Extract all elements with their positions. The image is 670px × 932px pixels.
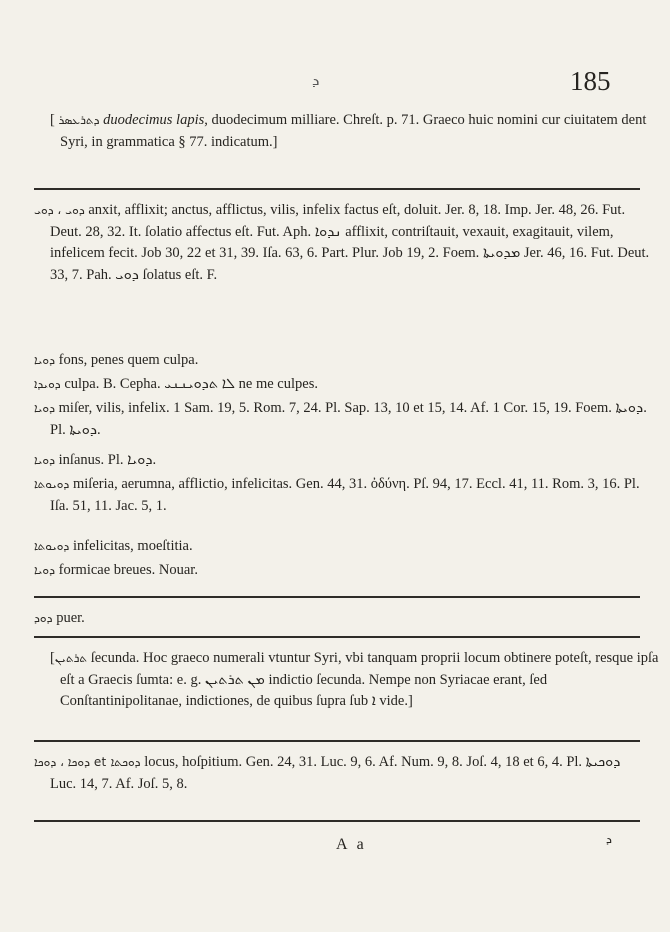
entry-miseria [34, 474, 650, 517]
entry-anxit [34, 200, 650, 286]
syriac-word: ܕܬܪܥܣܪ [58, 113, 100, 127]
entry-insanus [34, 450, 650, 472]
note-text: ſecunda. Hoc graeco numerali vtuntur Syri, vbi tanquam proprii locum obtinere poteſt, resque ipſa eſt a Graecis ſumta: e. g. ܡܢ ܬܪܬܝܢ indictio ſecunda. Nempe non Syriacae erant, ſed Conſtantinipolitanae, indictiones, de quibus ſupra ſub ܐ vide.] [60, 650, 659, 709]
headword: ܬܪܬܝܢ [54, 651, 88, 665]
headword: ܕܘܝܘܬܐ [34, 477, 70, 491]
entry-infelicitas [34, 536, 650, 558]
entry-fons [34, 350, 650, 372]
headword: ܕܘܕ [34, 611, 53, 625]
entry-text: formicae breues. Nouar. [58, 562, 198, 578]
headword: ܕܘܝܐ [34, 353, 56, 367]
page-number: 185 [570, 66, 611, 96]
entry-text: miſeria, aerumna, afflictio, infelicitas. Gen. 44, 31. ὀδύνη. Pſ. 94, 17. Eccl. 41, 11. Rom. 3, 16. Pl. Iſa. 51, 11. Jac. 5, 1. [50, 476, 640, 514]
headword: ܕܘܝܕܐ [34, 377, 61, 391]
entry-text: fons, penes quem culpa. [58, 352, 199, 368]
headword: ܕܘܝܐ [34, 401, 56, 415]
headword: ܕܘܝܐ [34, 453, 56, 467]
entry-formicae [34, 560, 650, 582]
divider [34, 188, 640, 190]
entry-text: puer. [56, 610, 85, 626]
note-duodecimus: [ ܕܬܪܥܣܪ duodecimus lapis, duodecimum milliare. Chreſt. p. 71. Graeco huic nomini cur ciuitatem dent Syri, in grammatica § 77. indicatum.] [50, 112, 647, 150]
note-text: , duodecimum milliare. Chreſt. p. 71. Graeco huic nomini cur ciuitatem dent Syri, in grammatica § 77. indicatum.] [60, 112, 647, 150]
running-head: ܕ [312, 73, 320, 89]
divider [34, 636, 640, 638]
note-secunda: [ܬܪܬܝܢ ſecunda. Hoc graeco numerali vtuntur Syri, vbi tanquam proprii locum obtinere poteſt, resque ipſa eſt a Graecis ſumta: e. g. ܡܢ ܬܪܬܝܢ indictio ſecunda. Nempe non Syriacae erant, ſed Conſtantinipolitanae, indictiones, de quibus ſupra ſub ܐ vide.] [50, 650, 659, 709]
entry-text: anxit, afflixit; anctus, afflictus, vilis, infelix factus eſt, doluit. Jer. 8, 18. Imp. Jer. 48, 26. Fut. Deut. 28, 32. It. ſolatio affectus eſt. Fut. Aph. ܢܕܘܐ afflixit, contriſtauit, vexauit, exagitauit, vilem, infelicem fecit. Job 30, 22 et 31, 39. Iſa. 63, 6. Part. Plur. Job 19, 2. Foem. ܡܕܘܝܬܐ Jer. 46, 16. Fut. Deut. 33, 7. Pah. ܕܘܝ ſolatus eſt. F. [50, 202, 650, 283]
entry-text: miſer, vilis, infelix. 1 Sam. 19, 5. Rom. 7, 24. Pl. Sap. 13, 10 et 15, 14. Af. 1 Cor. 15, 19. Foem. ܕܘܝܬܐ. Pl. ܕܘܝܬܐ. [50, 400, 647, 438]
entry-text: locus, hoſpitium. Gen. 24, 31. Luc. 9, 6. Af. Num. 9, 8. Joſ. 4, 18 et 6, 4. Pl. ܕܘܟܝܬܐ Luc. 14, 7. Af. Joſ. 5, 8. [50, 754, 621, 792]
entry-miser [34, 398, 650, 441]
entry-puer [34, 608, 650, 630]
entry-locus [34, 752, 650, 795]
catchword: ܕ [606, 832, 612, 846]
entry-text: culpa. B. Cepha. ܠܐ ܬܕܘܝܢܢܝ ne me culpes. [64, 376, 318, 392]
entry-text: infelicitas, moeſtitia. [73, 538, 193, 554]
divider [34, 740, 640, 742]
headword: ܕܘܝ ، ܕܘܝ [34, 203, 85, 217]
entry-text: inſanus. Pl. ܕܘܝܐ. [58, 452, 157, 468]
signature-mark: A a [336, 836, 367, 853]
headword: ܕܘܝܘܬܐ [34, 539, 70, 553]
entry-culpa [34, 374, 650, 396]
divider [34, 596, 640, 598]
headword: ܕܘܟܐ ، ܕܘܟܐ et ܕܘܟܬܐ [34, 755, 141, 769]
divider [34, 820, 640, 822]
headword: ܕܘܝܐ [34, 563, 56, 577]
lemma: duodecimus lapis [103, 112, 205, 128]
